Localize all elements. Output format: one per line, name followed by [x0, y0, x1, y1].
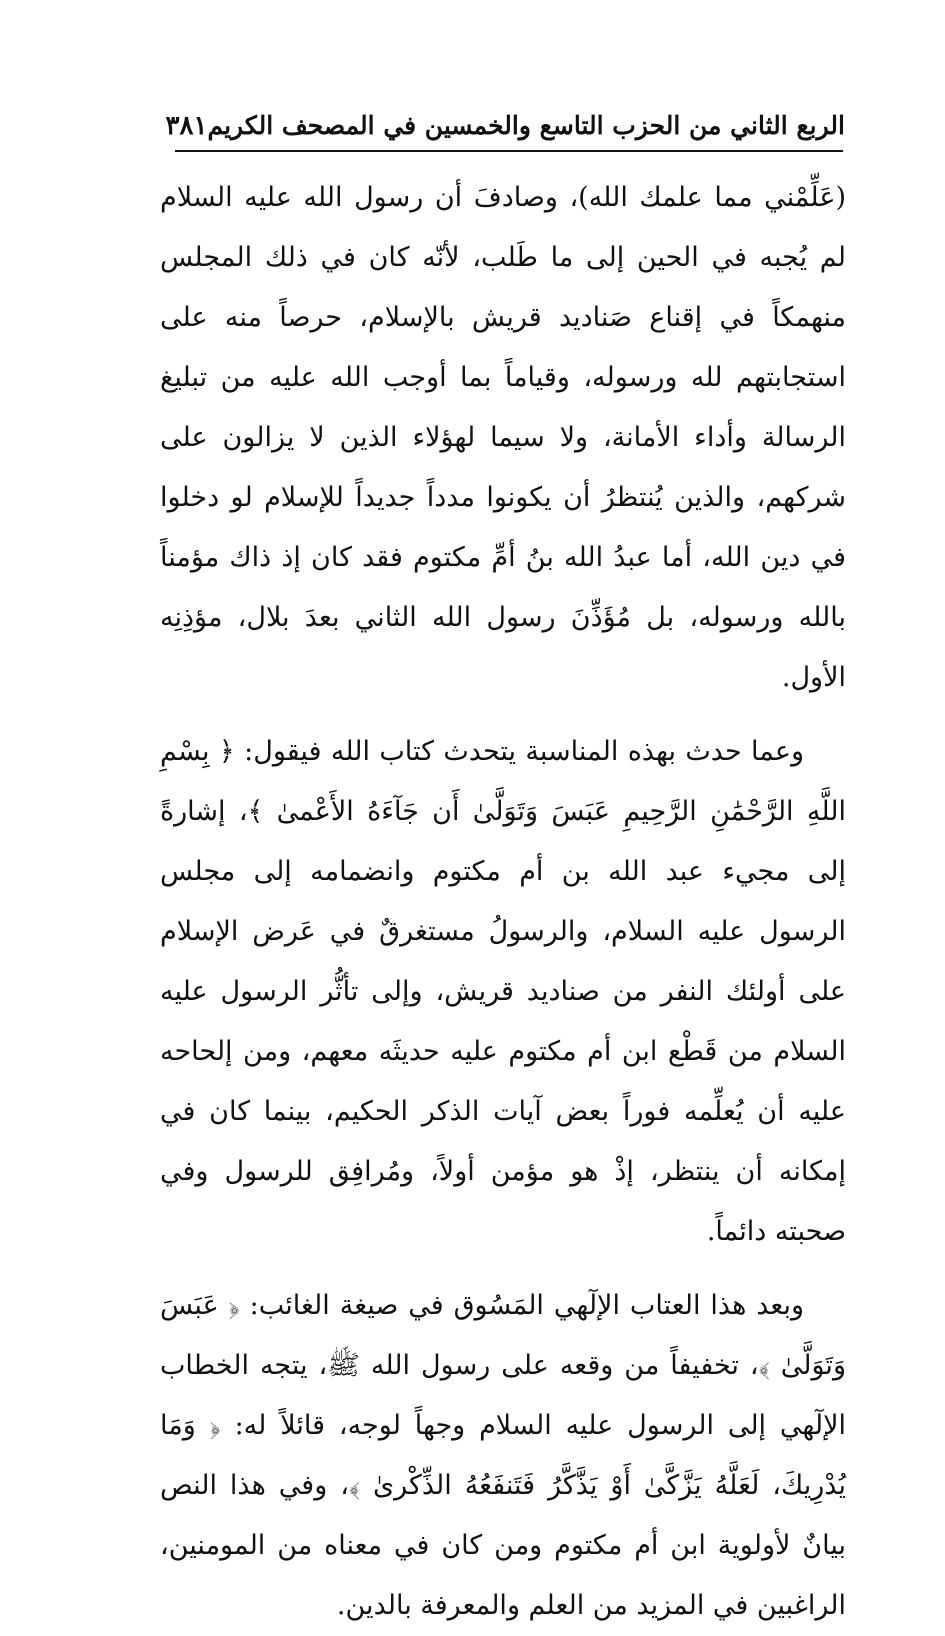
running-header — [165, 102, 845, 146]
header-title: الربع الثاني من الحزب التاسع والخمسين في المصحف الكريم — [207, 111, 845, 140]
paragraph-2: وعما حدث بهذه المناسبة يتحدث كتاب الله فيقول: ﴿ بِسْمِ اللَّهِ الرَّحْمَٰنِ الرَّحِيمِ عَبَسَ وَتَوَلَّىٰ أَن جَآءَهُ الأَعْمىٰ ﴾، إشارةً إلى مجيء عبد الله بن أم مكتوم وانضمامه إلى مجلس الرسول عليه السلام، والرسولُ مستغرقٌ في عَرض الإسلام على أولئك النفر من صناديد قريش، وإلى تأثُّر الرسول عليه السلام من قَطْع ابن أم مكتوم عليه حديثَه معهم، ومن إلحاحه عليه أن يُعلِّمه فوراً بعض آيات الذكر الحكيم، بينما كان في إمكانه أن ينتظر، إذْ هو مؤمن أولاً، ومُرافِق للرسول وفي صحبته دائماً. — [160, 736, 846, 1247]
body-text — [160, 168, 846, 1636]
header-divider — [175, 150, 843, 152]
page-number: ٣٨١ — [165, 111, 208, 141]
paragraph-3: وبعد هذا العتاب الإلٓهي المَسُوق في صيغة الغائب: ﴿ عَبَسَ وَتَوَلَّىٰ ﴾، تخفيفاً من وقعه على رسول الله ﷺ، يتجه الخطاب الإلٓهي إلى الرسول عليه السلام وجهاً لوجه، قائلاً له: ﴿ وَمَا يُدْرِيكَ، لَعَلَّهُ يَزَّكَّىٰ أَوْ يَذَّكَّرُ فَتَنفَعُهُ الذِّكْرىٰ ﴾، وفي هذا النص بيانٌ لأولوية ابن أم مكتوم ومن كان في معناه من المومنين، الراغبين في المزيد من العلم والمعرفة بالدين. — [160, 1290, 846, 1621]
paragraph-1: (عَلِّمْني مما علمك الله)، وصادفَ أن رسول الله عليه السلام لم يُجبه في الحين إلى ما طَلب، لأنّه كان في ذلك المجلس منهمكاً في إقناع صَناديد قريش بالإسلام، حرصاً منه على استجابتهم لله ورسوله، وقياماً بما أوجب الله عليه من تبليغ الرسالة وأداء الأمانة، ولا سيما لهؤلاء الذين لا يزالون على شركهم، والذين يُنتظرُ أن يكونوا مدداً جديداً للإسلام لو دخلوا في دين الله، أما عبدُ الله بنُ أمِّ مكتوم فقد كان إذ ذاك مؤمناً بالله ورسوله، بل مُؤَذِّنَ رسول الله الثاني بعدَ بلال، مؤذِنِه الأول. — [160, 182, 846, 693]
